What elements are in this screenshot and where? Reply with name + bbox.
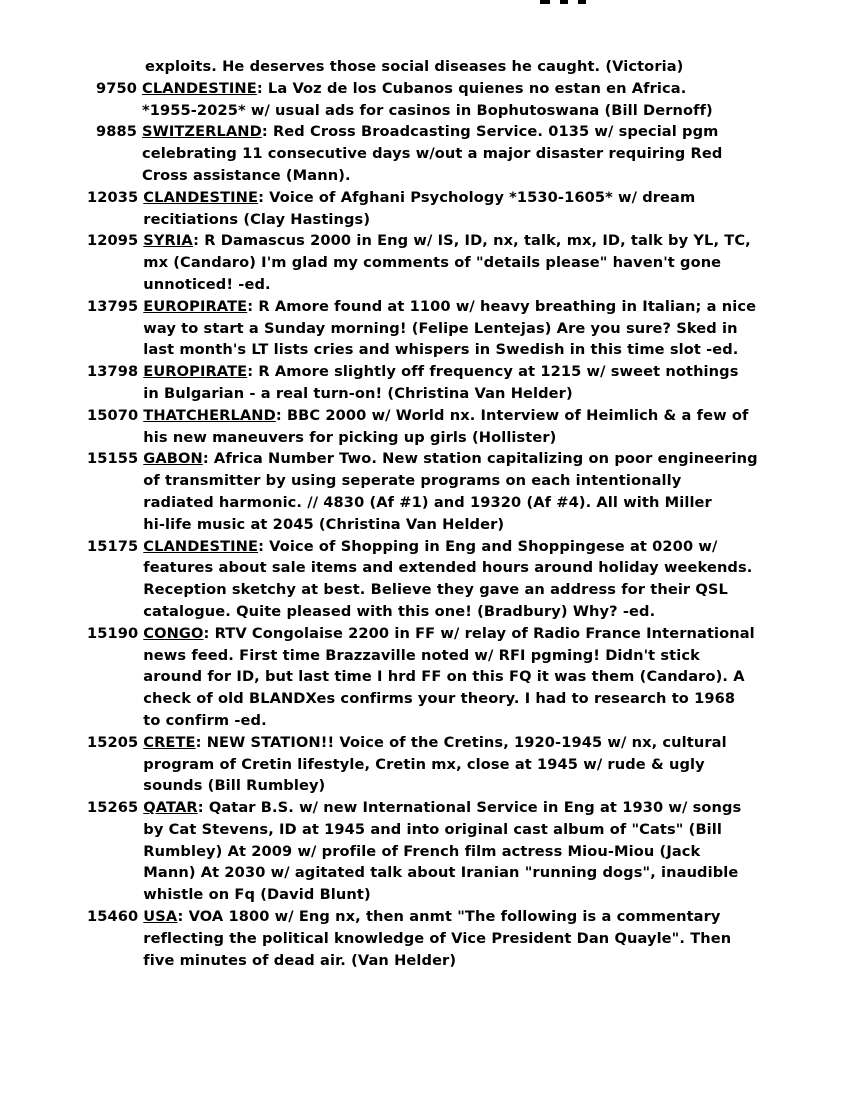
entry-frequency: 9885 [96, 123, 138, 141]
log-entry [87, 296, 767, 361]
entry-text: : NEW STATION!! Voice of the Cretins, 1920-1945 w/ nx, cultural [195, 733, 727, 751]
entry-body [138, 296, 756, 361]
entry-frequency: 12035 [87, 188, 139, 206]
entry-line: check of old BLANDXes confirms your theory. I had to research to 1968 [143, 690, 736, 708]
log-entry [87, 906, 767, 971]
entry-line: last month's LT lists cries and whispers in Swedish in this time slot -ed. [143, 341, 739, 359]
entry-body [138, 732, 726, 797]
entry-country: USA [143, 908, 178, 926]
entry-text: : R Amore found at 1100 w/ heavy breathing in Italian; a nice [247, 297, 757, 315]
entry-text: : R Amore slightly off frequency at 1215 w/ sweet nothings [247, 363, 739, 381]
entry-country: GABON [143, 450, 203, 468]
entry-line: news feed. First time Brazzaville noted w/ RFI pgming! Didn't stick [143, 646, 700, 664]
entry-country: EUROPIRATE [143, 363, 248, 381]
entry-country: QATAR [143, 799, 198, 817]
entry-frequency: 15460 [87, 908, 139, 926]
entry-line: Reception sketchy at best. Believe they gave an address for their QSL [143, 581, 728, 599]
log-entry [87, 121, 767, 186]
entry-line: radiated harmonic. // 4830 (Af #1) and 19320 (Af #4). All with Miller [143, 493, 712, 511]
entry-line: to confirm -ed. [143, 711, 267, 729]
entry-line: way to start a Sunday morning! (Felipe Lentejas) Are you sure? Sked in [143, 319, 738, 337]
entry-country: SWITZERLAND [142, 123, 262, 141]
entry-line: by Cat Stevens, ID at 1945 and into original cast album of "Cats" (Bill [143, 820, 722, 838]
entry-text: : Qatar B.S. w/ new International Service in Eng at 1930 w/ songs [197, 799, 742, 817]
entry-frequency: 15155 [87, 450, 139, 468]
entry-text: : Voice of Shopping in Eng and Shoppingese at 0200 w/ [258, 537, 718, 555]
log-entry [87, 448, 767, 535]
entry-frequency: 15070 [87, 406, 139, 424]
entry-text: : Voice of Afghani Psychology *1530-1605* w/ dream [258, 188, 696, 206]
entry-line: sounds (Bill Rumbley) [143, 777, 326, 795]
entry-line [143, 361, 738, 383]
entry-country: EUROPIRATE [143, 297, 248, 315]
entry-line [143, 732, 726, 754]
entry-country: CONGO [143, 624, 204, 642]
entry-line [143, 536, 752, 558]
scan-edge-mark [540, 0, 588, 4]
entry-frequency: 9750 [96, 79, 138, 97]
entry-line: unnoticed! -ed. [143, 275, 271, 293]
entry-body [138, 405, 748, 449]
entry-line: celebrating 11 consecutive days w/out a major disaster requiring Red [142, 145, 723, 163]
entry-text: : RTV Congolaise 2200 in FF w/ relay of Radio France International [203, 624, 755, 642]
entry-line: Cross assistance (Mann). [142, 166, 351, 184]
entry-text: : La Voz de los Cubanos quienes no estan en Africa. [256, 79, 687, 97]
entry-country: THATCHERLAND [143, 406, 276, 424]
entry-line: in Bulgarian - a real turn-on! (Christina Van Helder) [143, 384, 573, 402]
entry-body [138, 906, 731, 971]
entry-body [138, 797, 741, 906]
entry-text: : R Damascus 2000 in Eng w/ IS, ID, nx, talk, mx, ID, talk by YL, TC, [193, 232, 751, 250]
entry-line: reflecting the political knowledge of Vice President Dan Quayle". Then [143, 929, 732, 947]
entry-frequency: 13795 [87, 297, 139, 315]
log-entry [87, 623, 767, 732]
entry-text: : Red Cross Broadcasting Service. 0135 w/ special pgm [261, 123, 719, 141]
entry-line [143, 623, 755, 645]
entry-line: around for ID, but last time I hrd FF on this FQ it was them (Candaro). A [143, 668, 745, 686]
continuation-text: exploits. He deserves those social diseases he caught. (Victoria) [145, 58, 684, 75]
entry-line [143, 906, 731, 928]
entry-line: five minutes of dead air. (Van Helder) [143, 951, 457, 969]
entry-line: features about sale items and extended hours around holiday weekends. [143, 559, 753, 577]
entry-line [143, 448, 757, 470]
entry-frequency: 13798 [87, 363, 139, 381]
entry-line: mx (Candaro) I'm glad my comments of "details please" haven't gone [143, 254, 722, 272]
log-entry [87, 797, 767, 906]
entry-line [143, 230, 751, 252]
entry-body [138, 448, 757, 535]
entry-country: SYRIA [143, 232, 194, 250]
entry-body [138, 361, 738, 405]
log-entry [87, 78, 767, 122]
log-entry [87, 405, 767, 449]
entry-text: : VOA 1800 w/ Eng nx, then anmt "The following is a commentary [177, 908, 721, 926]
entry-line [143, 187, 695, 209]
log-entry [87, 230, 767, 295]
entry-body [138, 623, 755, 732]
entry-line: of transmitter by using seperate programs on each intentionally [143, 472, 682, 490]
entry-line: his new maneuvers for picking up girls (Hollister) [143, 428, 557, 446]
entry-line: *1955-2025* w/ usual ads for casinos in Bophutoswana (Bill Dernoff) [142, 101, 713, 119]
log-entry [87, 187, 767, 231]
entry-line: program of Cretin lifestyle, Cretin mx, close at 1945 w/ rude & ugly [143, 755, 705, 773]
entry-body [138, 187, 695, 231]
entry-line: Rumbley) At 2009 w/ profile of French film actress Miou-Miou (Jack [143, 842, 701, 860]
entry-body [138, 536, 752, 623]
logbook-page [87, 56, 767, 971]
entries-list [87, 78, 767, 972]
entry-frequency: 15265 [87, 799, 139, 817]
entry-line [143, 296, 756, 318]
entry-country: CLANDESTINE [143, 188, 259, 206]
entry-country: CLANDESTINE [143, 537, 259, 555]
entry-line: hi-life music at 2045 (Christina Van Helder) [143, 515, 505, 533]
entry-line: whistle on Fq (David Blunt) [143, 886, 371, 904]
entry-line: Mann) At 2030 w/ agitated talk about Iranian "running dogs", inaudible [143, 864, 739, 882]
entry-line [143, 405, 748, 427]
entry-text: : Africa Number Two. New station capitalizing on poor engineering [202, 450, 758, 468]
entry-frequency: 12095 [87, 232, 139, 250]
entry-frequency: 15175 [87, 537, 139, 555]
entry-line [142, 78, 713, 100]
entry-text: : BBC 2000 w/ World nx. Interview of Heimlich & a few of [275, 406, 749, 424]
entry-country: CRETE [143, 733, 196, 751]
entry-frequency: 15205 [87, 733, 139, 751]
entry-line: catalogue. Quite pleased with this one! (Bradbury) Why? -ed. [143, 602, 656, 620]
log-entry [87, 536, 767, 623]
entry-body [137, 121, 722, 186]
log-entry [87, 361, 767, 405]
entry-line [143, 797, 741, 819]
entry-line: recitiations (Clay Hastings) [143, 210, 371, 228]
entry-line [142, 121, 722, 143]
entry-body [137, 78, 713, 122]
entry-body [138, 230, 751, 295]
entry-country: CLANDESTINE [142, 79, 257, 97]
log-entry [87, 732, 767, 797]
entry-frequency: 15190 [87, 624, 139, 642]
